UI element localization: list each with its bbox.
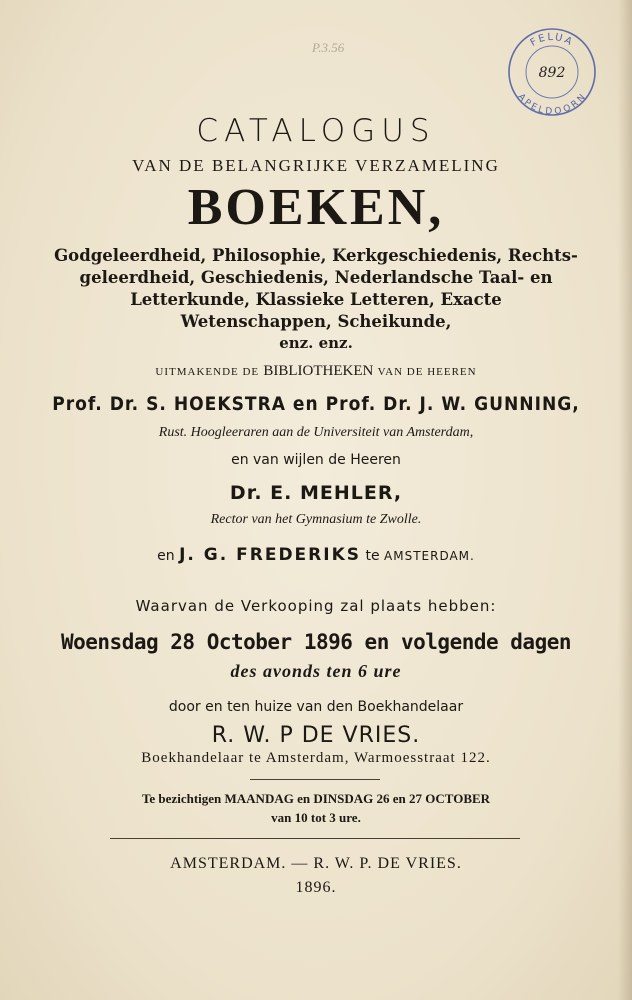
divider [250, 779, 380, 780]
libraries-prefix: UITMAKENDE DE [155, 366, 260, 378]
topics-line: enz. enz. [279, 334, 353, 352]
libraries-suffix: VAN DE HEEREN [377, 366, 477, 378]
frederiks-name: J. G. FREDERIKS [179, 545, 361, 565]
late-gentlemen-line: en van wijlen de Heeren [231, 452, 401, 468]
libraries-main: BIBLIOTHEKEN [263, 363, 374, 379]
frederiks-prefix: en [157, 548, 175, 564]
topics-line: Godgeleerdheid, Philosophie, Kerkgeschiedenis, Rechts- [54, 246, 578, 265]
library-stamp [506, 26, 598, 118]
auction-time: des avonds ten 6 ure [230, 661, 402, 681]
auction-intro: Waarvan de Verkooping zal plaats hebben: [135, 597, 497, 615]
topics-line: Letterkunde, Klassieke Letteren, Exacte [130, 290, 502, 309]
auction-date: Woensdag 28 October 1896 en volgende dagen [60, 630, 571, 654]
dealer-address: Boekhandelaar te Amsterdam, Warmoesstraat 122. [141, 750, 491, 766]
topics-line: Wetenschappen, Scheikunde, [180, 312, 452, 331]
frederiks-te: te [365, 548, 380, 564]
pencil-note: P.3.56 [312, 40, 345, 55]
professors-names: Prof. Dr. S. HOEKSTRA en Prof. Dr. J. W. GUNNING, [52, 393, 580, 415]
professors-role: Rust. Hoogleeraren aan de Universiteit van Amsterdam, [158, 425, 474, 440]
main-heading: BOEKEN, [187, 179, 445, 236]
imprint-year: 1896. [295, 879, 337, 896]
dealer-name: R. W. P DE VRIES. [211, 723, 421, 748]
mehler-role: Rector van het Gymnasium te Zwolle. [210, 512, 422, 527]
frederiks-place: AMSTERDAM. [384, 549, 475, 563]
dealer-intro: door en ten huize van den Boekhandelaar [168, 699, 464, 715]
topics-line: geleerdheid, Geschiedenis, Nederlandsche Taal- en [79, 268, 553, 287]
viewing-days: Te bezichtigen MAANDAG en DINSDAG 26 en 27 OCTOBER [141, 791, 491, 806]
frederiks-line [0, 545, 632, 565]
viewing-hours: van 10 tot 3 ure. [271, 810, 361, 825]
stamp-number: 892 [538, 65, 566, 81]
stamp-bottom-text: APELDOORN [515, 92, 589, 118]
libraries-line [0, 363, 632, 380]
divider [110, 838, 520, 839]
stamp-top-text: FELUA [528, 31, 576, 49]
catalogue-subtitle: VAN DE BELANGRIJKE VERZAMELING [132, 156, 500, 175]
mehler-name: Dr. E. MEHLER, [229, 482, 403, 504]
imprint: AMSTERDAM. — R. W. P. DE VRIES. [170, 855, 462, 872]
catalogue-title: CATALOGUS [196, 113, 436, 149]
